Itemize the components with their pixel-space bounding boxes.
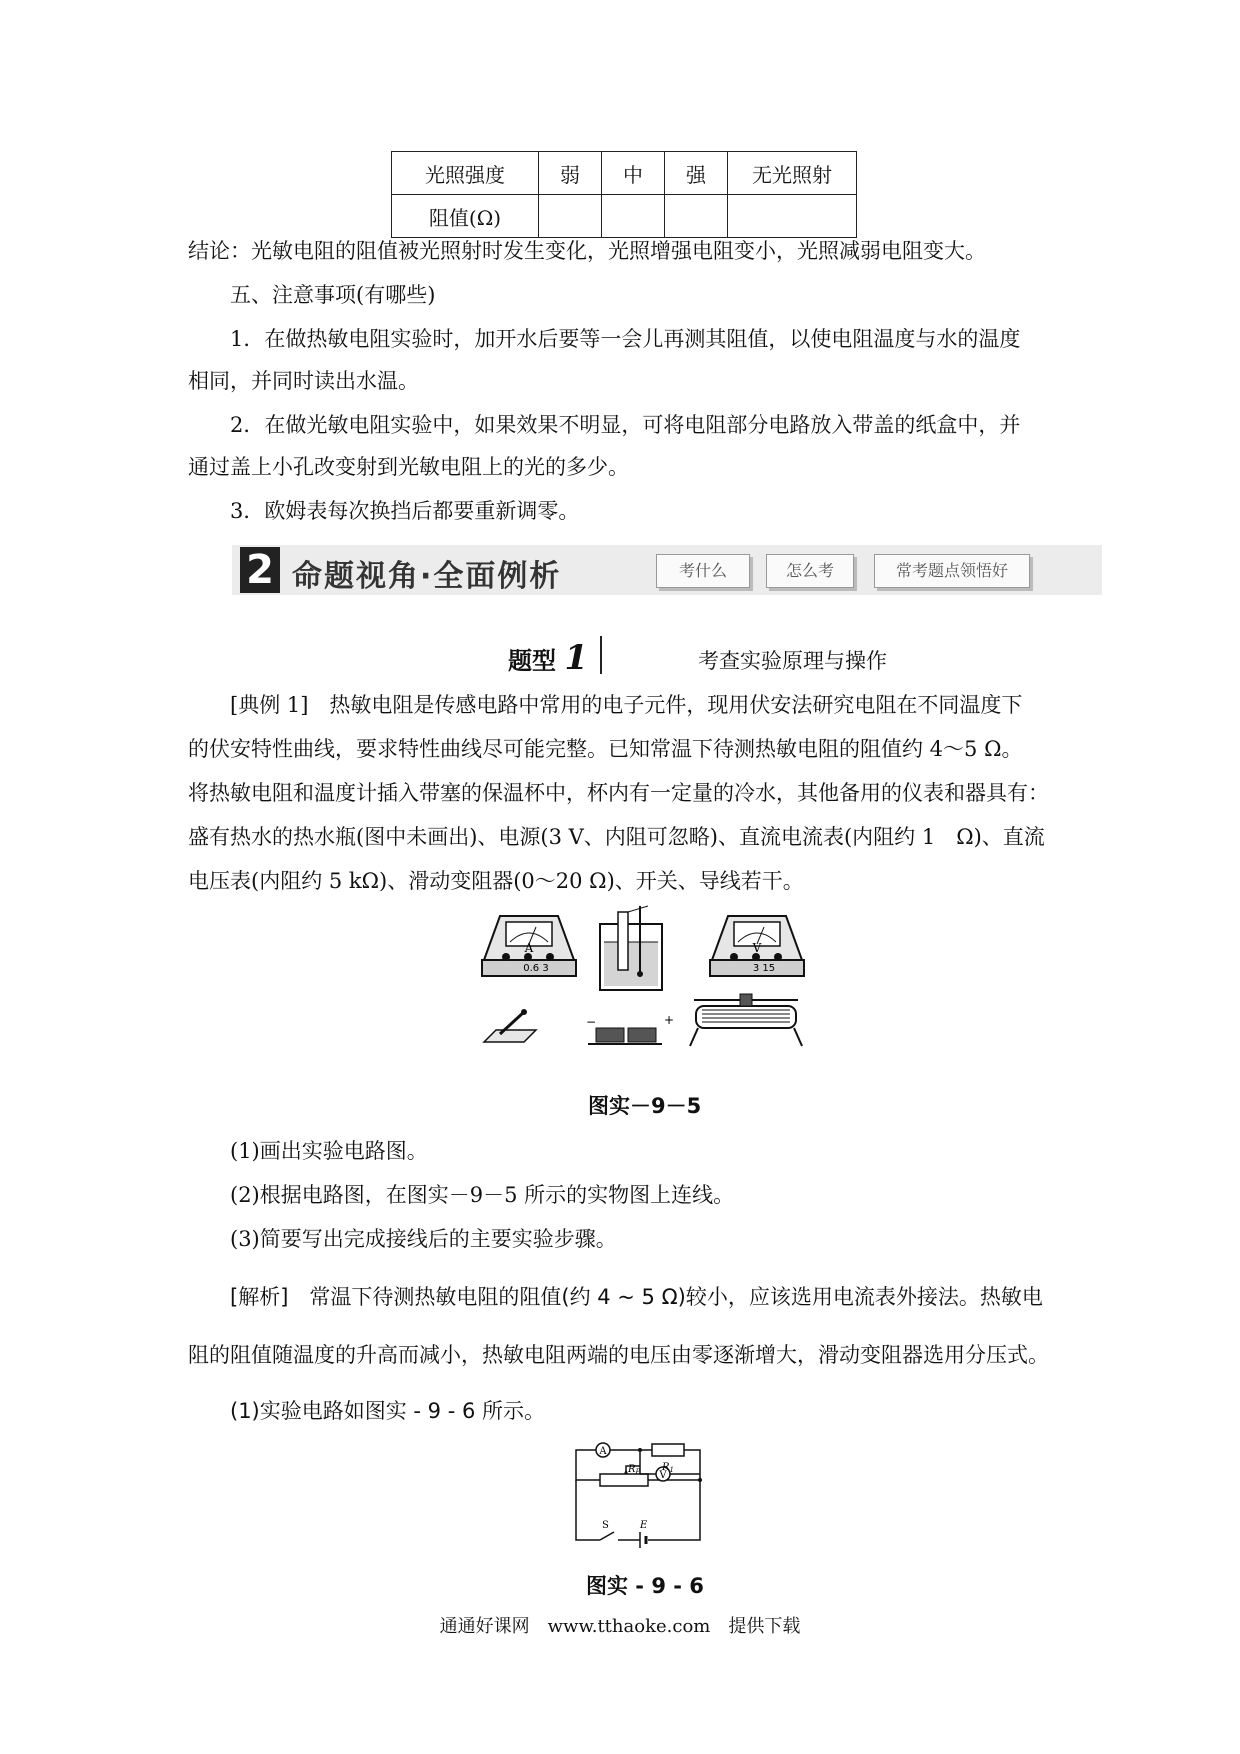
- battery-plus: +: [664, 1013, 675, 1027]
- rheostat-icon: [690, 994, 802, 1046]
- notes-heading: 五、注意事项(有哪些): [230, 283, 436, 307]
- figure-caption-2: 图实 - 9 - 6: [586, 1574, 704, 1598]
- question-item: (3)简要写出完成接线后的主要实验步骤。: [230, 1227, 617, 1251]
- example-line: 的伏安特性曲线，要求特性曲线尽可能完整。已知常温下待测热敏电阻的阻值约 4～5 Ω。: [188, 737, 1023, 761]
- question-type-number: 1: [564, 638, 589, 678]
- voltmeter-letter: V: [752, 941, 762, 955]
- note-item-3: 3．欧姆表每次换挡后都要重新调零。: [230, 499, 580, 523]
- switch-icon: [484, 1009, 536, 1042]
- divider: [600, 636, 602, 674]
- note-item-1: 1．在做热敏电阻实验时，加开水后要等一会儿再测其阻值，以使电阻温度与水的温度: [230, 327, 1021, 351]
- ammeter-icon: [482, 916, 576, 976]
- note-item-2-cont: 通过盖上小孔改变射到光敏电阻上的光的多少。: [188, 455, 629, 479]
- table-cell: 阻值(Ω): [392, 195, 539, 238]
- voltmeter-scale: 3 15: [752, 963, 776, 974]
- question-type-label: 题型: [508, 647, 556, 675]
- conclusion: 结论：光敏电阻的阻值被光照射时发生变化，光照增强电阻变小，光照减弱电阻变大。: [188, 239, 986, 263]
- analysis-line: [解析] 常温下待测热敏电阻的阻值(约 4 ~ 5 Ω)较小，应该选用电流表外接法。热敏电: [230, 1285, 1043, 1309]
- question-type-desc: 考查实验原理与操作: [698, 649, 887, 673]
- battery-icon: [586, 1013, 674, 1044]
- analysis-line: (1)实验电路如图实 - 9 - 6 所示。: [230, 1399, 545, 1423]
- example-line: [典例 1] 热敏电阻是传感电路中常用的电子元件，现用伏安法研究电阻在不同温度下: [230, 693, 1023, 717]
- example-line: 电压表(内阻约 5 kΩ)、滑动变阻器(0～20 Ω)、开关、导线若干。: [188, 869, 804, 893]
- section-title: 命题视角·全面例析: [292, 559, 562, 594]
- ammeter-letter: A: [524, 941, 534, 955]
- figure-caption: 图实－9－5: [588, 1094, 702, 1118]
- question-item: (2)根据电路图，在图实－9－5 所示的实物图上连线。: [230, 1183, 735, 1207]
- circuit-ammeter-label: A: [599, 1446, 607, 1457]
- analysis-line: 阻的阻值随温度的升高而减小，热敏电阻两端的电压由零逐渐增大，滑动变阻器选用分压式。: [188, 1343, 1049, 1367]
- question-item: (1)画出实验电路图。: [230, 1139, 428, 1163]
- table-cell: 光照强度: [392, 152, 539, 195]
- circuit-source-label: E: [640, 1520, 648, 1531]
- ammeter-scale: 0.6 3: [523, 963, 549, 974]
- table-cell: 弱: [539, 152, 602, 195]
- apparatus-figure: [478, 902, 818, 1062]
- note-item-2: 2．在做光敏电阻实验中，如果效果不明显，可将电阻部分电路放入带盖的纸盒中，并: [230, 413, 1021, 437]
- circuit-r1-label: $R_1$: [662, 1462, 674, 1474]
- light-resistance-table: [391, 151, 857, 238]
- circuit-rp-label: $R_P$: [628, 1464, 641, 1476]
- section-banner: [232, 545, 1102, 595]
- example-line: 盛有热水的热水瓶(图中未画出)、电源(3 V、内阻可忽略)、直流电流表(内阻约 1 Ω)、直流: [188, 825, 1045, 849]
- table-cell: 中: [602, 152, 665, 195]
- circuit-voltmeter-label: V: [659, 1470, 667, 1481]
- example-line: 将热敏电阻和温度计插入带塞的保温杯中，杯内有一定量的冷水，其他备用的仪表和器具有：: [188, 781, 1049, 805]
- question-type-title: [508, 638, 588, 678]
- section-number: 2: [240, 547, 280, 593]
- table-cell: 无光照射: [728, 152, 857, 195]
- circuit-switch-label: S: [602, 1520, 609, 1531]
- tag-how[interactable]: 怎么考: [766, 554, 854, 588]
- beaker-thermometer-icon: [600, 906, 662, 990]
- footer-credit: 通通好课网 www.tthaoke.com 提供下载: [439, 1616, 801, 1637]
- tag-key-points[interactable]: 常考题点领悟好: [874, 554, 1030, 588]
- circuit-diagram: [566, 1436, 712, 1556]
- battery-minus: −: [586, 1015, 597, 1029]
- tag-what[interactable]: 考什么: [656, 554, 750, 588]
- note-item-1-cont: 相同，并同时读出水温。: [188, 369, 419, 393]
- voltmeter-icon: [710, 916, 804, 976]
- table-cell: 强: [665, 152, 728, 195]
